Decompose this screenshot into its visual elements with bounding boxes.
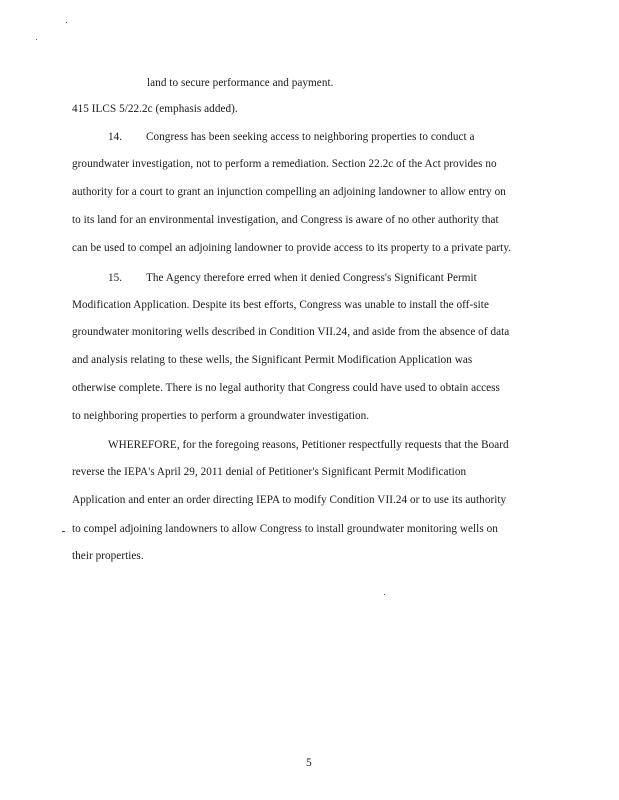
paragraph-14-line: Congress has been seeking access to neighboring properties to conduct a bbox=[146, 131, 475, 143]
paragraph-14-line: authority for a court to grant an injunction compelling an adjoining landowner to allow entry on bbox=[72, 186, 506, 198]
paragraph-14-line: to its land for an environmental investigation, and Congress is aware of no other authority that bbox=[72, 214, 499, 226]
scan-speck bbox=[62, 531, 65, 532]
scan-speck bbox=[384, 594, 385, 595]
page-number: 5 bbox=[306, 757, 312, 769]
paragraph-15-line: groundwater monitoring wells described in Condition VII.24, and aside from the absence of data bbox=[72, 326, 510, 338]
wherefore-line: to compel adjoining landowners to allow Congress to install groundwater monitoring wells on bbox=[72, 523, 498, 535]
paragraph-15-line: and analysis relating to these wells, the Significant Permit Modification Application was bbox=[72, 354, 473, 366]
wherefore-line: their properties. bbox=[72, 550, 144, 562]
paragraph-15-line: The Agency therefore erred when it denied Congress's Significant Permit bbox=[146, 272, 477, 284]
scan-speck bbox=[36, 39, 37, 40]
paragraph-number-15: 15. bbox=[108, 272, 123, 284]
paragraph-number-14: 14. bbox=[108, 131, 123, 143]
wherefore-line: Application and enter an order directing IEPA to modify Condition VII.24 or to use its authority bbox=[72, 494, 507, 506]
paragraph-15-line: Modification Application. Despite its best efforts, Congress was unable to install the off-site bbox=[72, 299, 489, 311]
wherefore-line: reverse the IEPA's April 29, 2011 denial of Petitioner's Significant Permit Modification bbox=[72, 466, 467, 478]
paragraph-14-line: can be used to compel an adjoining landowner to provide access to its property to a private party. bbox=[72, 242, 512, 254]
statute-citation: 415 ILCS 5/22.2c (emphasis added). bbox=[72, 103, 238, 115]
paragraph-14-line: groundwater investigation, not to perform a remediation. Section 22.2c of the Act provides no bbox=[72, 158, 497, 170]
quote-end-line: land to secure performance and payment. bbox=[147, 77, 334, 89]
wherefore-line: WHEREFORE, for the foregoing reasons, Petitioner respectfully requests that the Board bbox=[108, 439, 509, 451]
paragraph-15-line: otherwise complete. There is no legal authority that Congress could have used to obtain access bbox=[72, 382, 500, 394]
scan-speck bbox=[66, 22, 67, 23]
paragraph-15-line: to neighboring properties to perform a groundwater investigation. bbox=[72, 410, 370, 422]
